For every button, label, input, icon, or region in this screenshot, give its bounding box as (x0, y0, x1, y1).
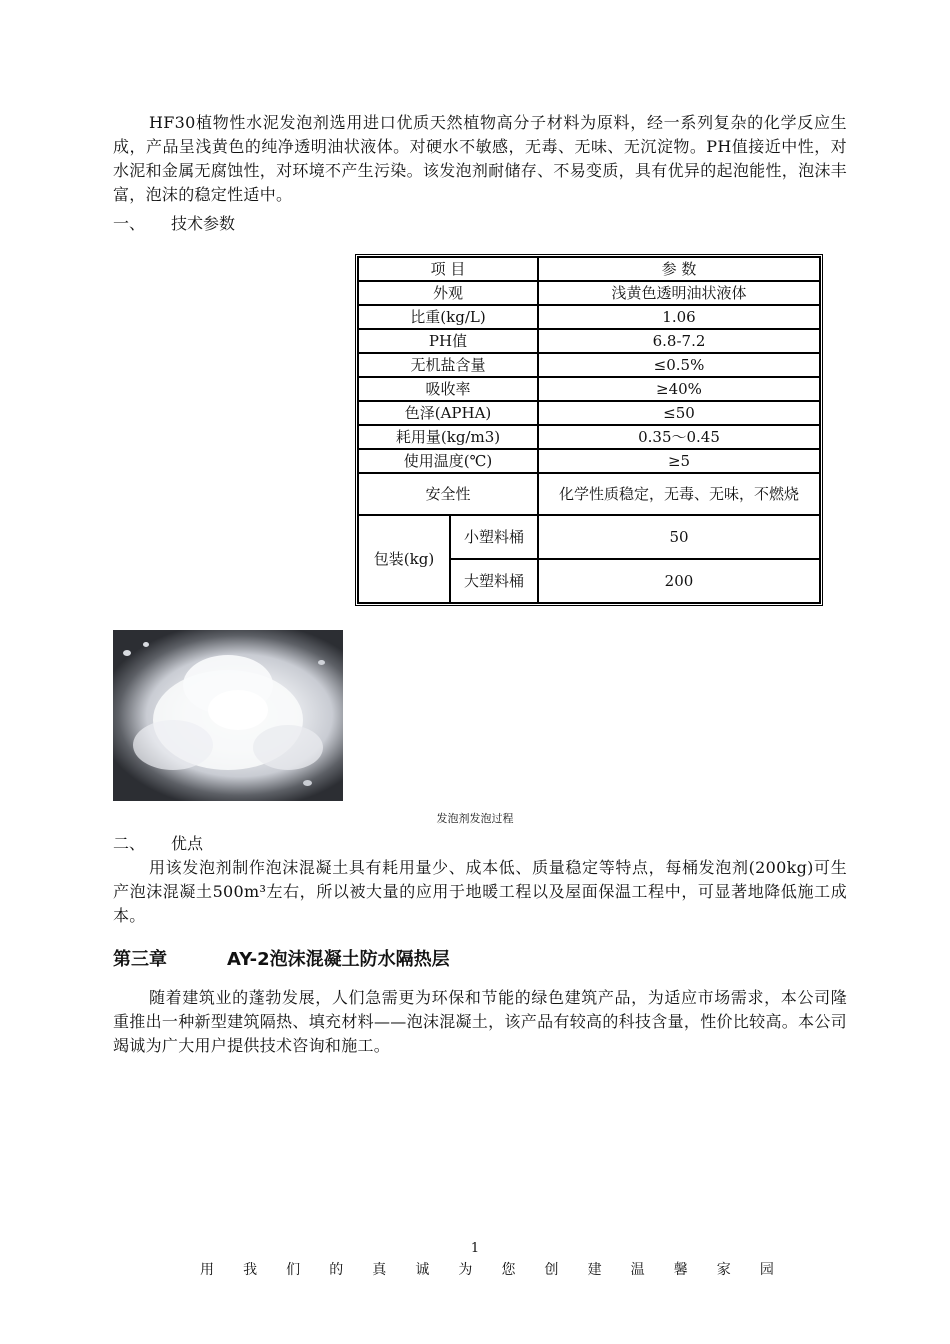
table-header-row (358, 257, 820, 281)
page-number: 1 (470, 1241, 480, 1256)
row-name: 耗用量(kg/m3) (358, 425, 538, 449)
table-row (358, 281, 820, 305)
footer-char: 诚 (415, 1262, 430, 1278)
section-number: 一、 (113, 214, 146, 233)
table-row (358, 329, 820, 353)
row-name: 吸收率 (358, 377, 538, 401)
table-row (358, 353, 820, 377)
footer-char: 们 (286, 1262, 301, 1278)
section-title: 优点 (171, 834, 204, 853)
footer-char: 您 (501, 1262, 516, 1278)
row-value: 50 (538, 515, 820, 559)
row-name: 大塑料桶 (450, 559, 538, 603)
footer-char: 建 (587, 1262, 602, 1278)
section-heading-tech-params (113, 212, 235, 236)
footer-char: 创 (544, 1262, 559, 1278)
table-row (358, 515, 820, 559)
row-name: 无机盐含量 (358, 353, 538, 377)
photo-caption: 发泡剂发泡过程 (436, 812, 514, 825)
footer-slogan (200, 1259, 774, 1279)
row-value: ≥40% (538, 377, 820, 401)
footer-char: 温 (630, 1262, 645, 1278)
footer-char: 家 (716, 1262, 731, 1278)
row-value: 1.06 (538, 305, 820, 329)
table-row (358, 473, 820, 515)
footer-char: 园 (759, 1262, 774, 1278)
row-name: 色泽(APHA) (358, 401, 538, 425)
row-value: ≤0.5% (538, 353, 820, 377)
header-item: 项 目 (358, 257, 538, 281)
section-title: 技术参数 (171, 214, 236, 233)
chapter-heading (113, 945, 450, 971)
row-value: 浅黄色透明油状液体 (538, 281, 820, 305)
row-value: 0.35～0.45 (538, 425, 820, 449)
table-row (358, 377, 820, 401)
chapter-number: 第三章 (113, 949, 167, 970)
row-value: 化学性质稳定，无毒、无味，不燃烧 (538, 473, 820, 515)
section-heading-advantages (113, 832, 203, 856)
chapter-paragraph: 随着建筑业的蓬勃发展，人们急需更为环保和节能的绿色建筑产品，为适应市场需求，本公司隆重推出一种新型建筑隔热、填充材料——泡沫混凝土，该产品有较高的科技含量，性价比较高。本公司竭诚为广大用户提供技术咨询和施工。 (113, 988, 847, 1055)
chapter-title: AY-2泡沫混凝土防水隔热层 (227, 949, 450, 970)
footer-char: 我 (243, 1262, 258, 1278)
table-row (358, 449, 820, 473)
footer-char: 真 (372, 1262, 387, 1278)
row-name: 比重(kg/L) (358, 305, 538, 329)
row-name: 小塑料桶 (450, 515, 538, 559)
row-name: 外观 (358, 281, 538, 305)
footer-char: 用 (200, 1262, 214, 1278)
foam-photo (113, 630, 343, 801)
packaging-label: 包装(kg) (358, 515, 450, 603)
row-name: PH值 (358, 329, 538, 353)
footer-char: 馨 (673, 1262, 688, 1278)
row-value: 6.8-7.2 (538, 329, 820, 353)
footer-char: 为 (458, 1262, 473, 1278)
tech-params-table (355, 254, 823, 606)
row-name: 安全性 (358, 473, 538, 515)
intro-paragraph: HF30植物性水泥发泡剂选用进口优质天然植物高分子材料为原料，经一系列复杂的化学反应生成，产品呈浅黄色的纯净透明油状液体。对硬水不敏感，无毒、无味、无沉淀物。PH值接近中性，对水泥和金属无腐蚀性，对环境不产生污染。该发泡剂耐储存、不易变质，具有优异的起泡能性，泡沫丰富，泡沫的稳定性适中。 (113, 113, 847, 204)
row-value: ≤50 (538, 401, 820, 425)
footer-char: 的 (329, 1262, 344, 1278)
row-name: 使用温度(℃) (358, 449, 538, 473)
table-row (358, 425, 820, 449)
header-param: 参 数 (538, 257, 820, 281)
table-row (358, 401, 820, 425)
table-row (358, 305, 820, 329)
advantages-paragraph: 用该发泡剂制作泡沫混凝土具有耗用量少、成本低、质量稳定等特点，每桶发泡剂(200kg)可生产泡沫混凝土500m³左右，所以被大量的应用于地暖工程以及屋面保温工程中，可显著地降低施工成本。 (113, 858, 847, 925)
row-value: 200 (538, 559, 820, 603)
row-value: ≥5 (538, 449, 820, 473)
section-number: 二、 (113, 834, 146, 853)
